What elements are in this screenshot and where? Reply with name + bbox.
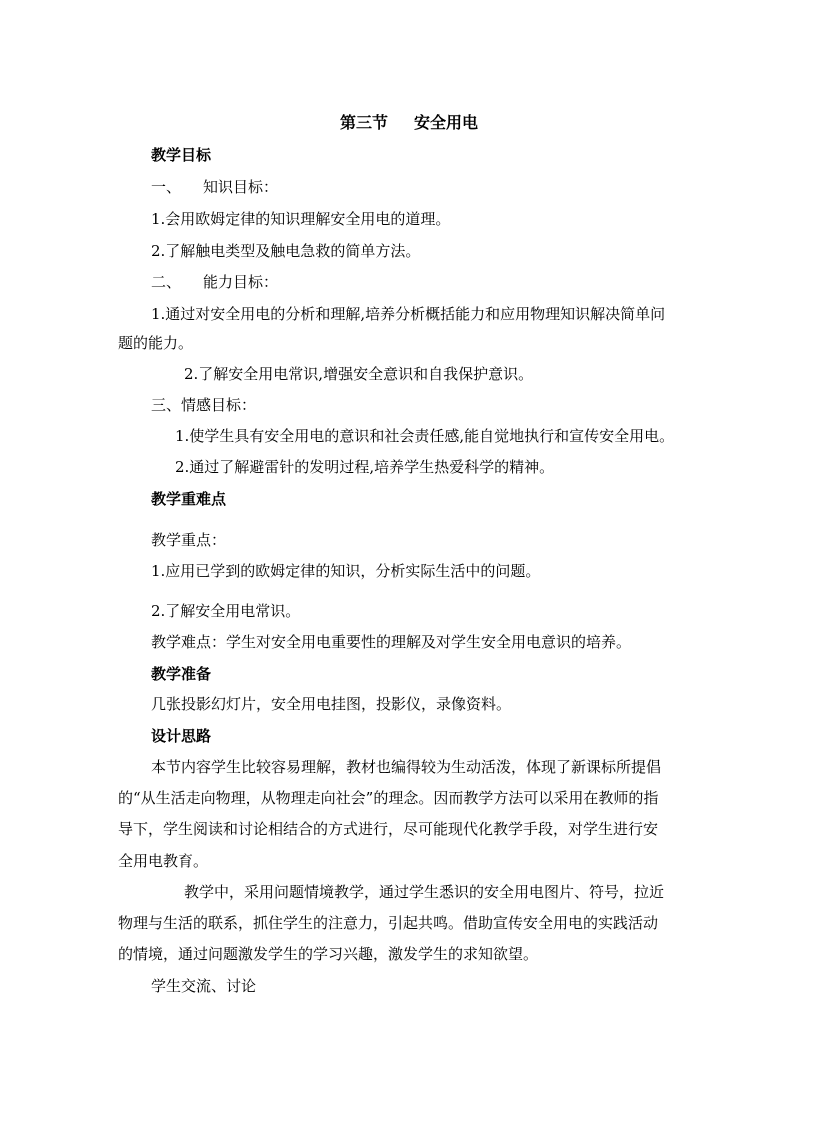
difficult-point: 教学难点：学生对安全用电重要性的理解及对学生安全用电意识的培养。 — [151, 633, 632, 651]
section-topic: 安全用电 — [414, 113, 479, 132]
key-point-1: 1.应用已学到的欧姆定律的知识，分析实际生活中的问题。 — [151, 562, 541, 580]
design-paragraph-1-line-2: 的“从生活走向物理，从物理走向社会”的理念。因而教学方法可以采用在教师的指 — [118, 789, 659, 807]
design-paragraph-3: 学生交流、讨论 — [151, 977, 257, 995]
ability-number: 二、 — [151, 273, 182, 291]
ability-objective-heading — [151, 272, 278, 292]
heading-objectives: 教学目标 — [151, 146, 212, 164]
design-paragraph-1-line-3: 导下，学生阅读和讨论相结合的方式进行，尽可能现代化教学手段，对学生进行安 — [118, 820, 659, 838]
design-paragraph-1-line-1: 本节内容学生比较容易理解，教材也编得较为生动活泼，体现了新课标所提倡 — [151, 758, 662, 776]
emotion-objective-heading: 三、情感目标： — [151, 396, 257, 414]
emotion-item-1: 1.使学生具有安全用电的意识和社会责任感,能自觉地执行和宣传安全用电。 — [175, 427, 675, 445]
emotion-item-2: 2.通过了解避雷针的发明过程,培养学生热爱科学的精神。 — [175, 458, 555, 476]
page-title — [0, 112, 818, 134]
preparation-text: 几张投影幻灯片，安全用电挂图，投影仪，录像资料。 — [151, 695, 512, 713]
ability-label: 能力目标： — [203, 273, 279, 291]
knowledge-objective-heading — [151, 177, 278, 197]
design-paragraph-2-line-2: 物理与生活的联系，抓住学生的注意力，引起共鸣。借助宣传安全用电的实践活动 — [118, 914, 659, 932]
design-paragraph-1-line-4: 全用电教育。 — [118, 852, 209, 870]
design-paragraph-2-line-3: 的情境，通过问题激发学生的学习兴趣，激发学生的求知欲望。 — [118, 945, 539, 963]
ability-item-1-line-2: 题的能力。 — [118, 334, 194, 352]
knowledge-item-2: 2.了解触电类型及触电急救的简单方法。 — [151, 242, 421, 260]
heading-preparation: 教学准备 — [151, 665, 212, 683]
knowledge-label: 知识目标： — [203, 178, 279, 196]
heading-design: 设计思路 — [151, 727, 212, 745]
key-points-label: 教学重点： — [151, 531, 227, 549]
design-paragraph-2-line-1: 教学中，采用问题情境教学，通过学生悉识的安全用电图片、符号，拉近 — [184, 883, 665, 901]
knowledge-number: 一、 — [151, 178, 182, 196]
heading-key-difficult: 教学重难点 — [151, 490, 227, 508]
ability-item-2: 2.了解安全用电常识,增强安全意识和自我保护意识。 — [184, 365, 534, 383]
section-number: 第三节 — [339, 113, 388, 132]
key-point-2: 2.了解安全用电常识。 — [151, 602, 301, 620]
knowledge-item-1: 1.会用欧姆定律的知识理解安全用电的道理。 — [151, 210, 451, 228]
ability-item-1-line-1: 1.通过对安全用电的分析和理解,培养分析概括能力和应用物理知识解决简单问 — [151, 305, 666, 323]
